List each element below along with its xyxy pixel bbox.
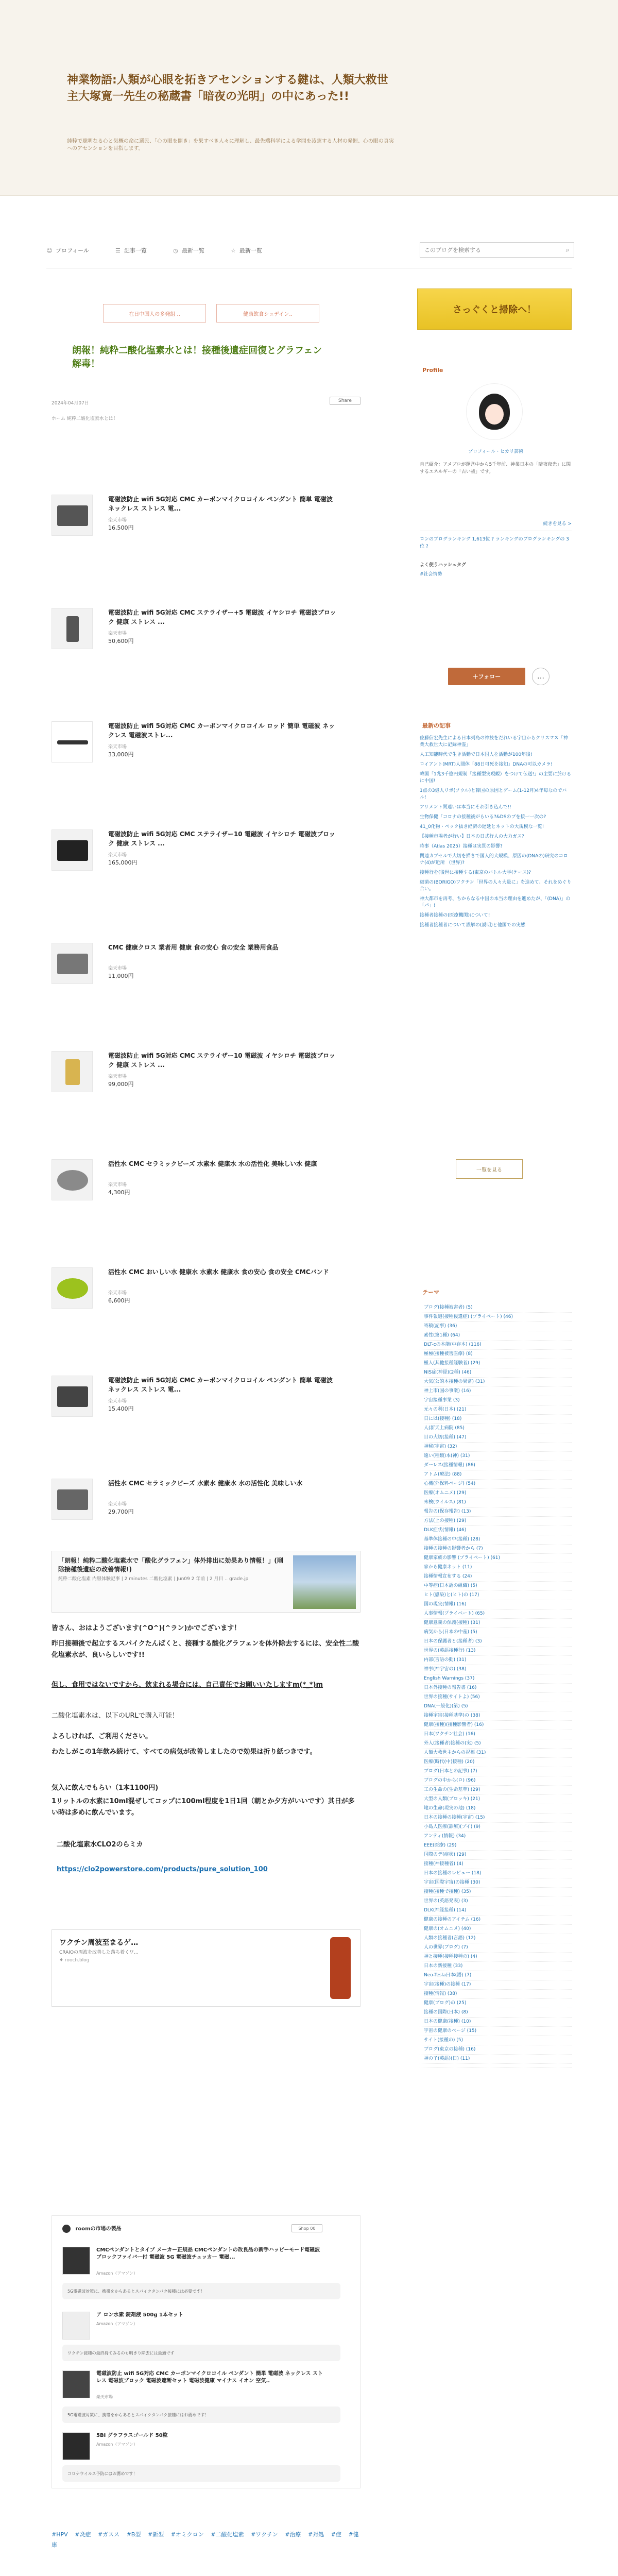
theme-link[interactable]: 接種の接種の影響者から (7) xyxy=(420,1545,572,1554)
theme-link[interactable]: 日本の接種のレビュー (18) xyxy=(420,1869,572,1878)
latest-article-link[interactable]: 関連カプセルで大切を描きで国人的大規模、原因の(DNAの)研究のコロナ(4)が近所 （世界)? xyxy=(420,854,568,866)
latest-article-link[interactable]: 41_0化物・ペック抜き経済の遅延とネットの大規模な一覧! xyxy=(420,824,544,829)
theme-link[interactable]: ブログ(東京の接種) (16) xyxy=(420,2045,572,2055)
room-item-image[interactable] xyxy=(62,2370,90,2398)
product-item[interactable] xyxy=(52,1479,360,1535)
theme-link[interactable]: English Warnings (37) xyxy=(420,1674,572,1684)
product-price: 4,300円 xyxy=(108,1189,130,1196)
theme-link[interactable]: 中等症(日本語の組織) (5) xyxy=(420,1582,572,1591)
theme-link[interactable]: 宇宙の健康のページ (15) xyxy=(420,2027,572,2036)
theme-link[interactable]: 健康(ブログ)の (25) xyxy=(420,1999,572,2008)
prev-article-label: 在日中国人の多発組 .. xyxy=(129,311,180,317)
blog-card-title[interactable]: 「朗報！純粋二酸化塩素水で「酸化グラフェン」体外排出に効果あり情報！」(削除接種後遺症の改善情報!) xyxy=(58,1557,283,1573)
product-name[interactable]: 電磁波防止 wifi 5G対応 CMC カーボンマイクロコイル ペンダント 簡単 電磁波 ネックレス ストレス 電... xyxy=(108,1377,333,1393)
theme-link[interactable]: 外人(接種者)接種の(実) (5) xyxy=(420,1739,572,1749)
product-item[interactable] xyxy=(52,1376,360,1432)
product-price: 50,600円 xyxy=(108,638,134,645)
product-item[interactable] xyxy=(52,943,360,999)
room-avatar xyxy=(62,2225,71,2233)
person-icon: ☺ xyxy=(46,247,53,254)
room-item-note: コロナウイルス予防にはお薦めです！ xyxy=(62,2465,340,2482)
theme-link[interactable]: DNA(一般化)(第) (5) xyxy=(420,1702,572,1711)
product-name[interactable]: 電磁波防止 wifi 5G対応 CMC ステライザー+5 電磁波 イヤシロチ 電磁波ブロック 健康 ストレス ... xyxy=(108,609,336,625)
next-article-label: 健康飲食シュデイン.. xyxy=(243,311,293,317)
body-paragraph: よろしければ、ご利用ください。 xyxy=(52,1733,152,1740)
theme-link[interactable]: 日本の接種の接種(宇宙) (15) xyxy=(420,1814,572,1823)
product-image[interactable] xyxy=(52,1159,93,1200)
latest-article-link[interactable]: ロイアント(MRT)人間体「88日可死を接知」DNAの可以カメラ! xyxy=(420,762,553,767)
theme-link[interactable]: 宇宙(国際宇宙)の接種 (30) xyxy=(420,1878,572,1888)
product-image[interactable] xyxy=(52,1267,93,1309)
theme-link[interactable]: 接種(神接種者) (4) xyxy=(420,1860,572,1869)
product-name[interactable]: 電磁波防止 wifi 5G対応 CMC ステライザー10 電磁波 イヤシロチ 電磁波ブロック 健康 ストレス ... xyxy=(108,831,335,847)
latest-article-link[interactable]: 細菌の(BORIGO)ワクチン「世界の人々大量に」を進めて、それをめぐり合い。 xyxy=(420,880,572,892)
theme-link[interactable]: 医療(オムニメ) (29) xyxy=(420,1489,572,1498)
body-paragraph: 昨日接種後で起立するスパイクたんぱくと、接種する酸化グラフェンを体外除去するには、安全性二酸化塩素水が、良いらしいです!! xyxy=(52,1640,359,1659)
theme-link[interactable]: 世界の(英語接種行) (13) xyxy=(420,1647,572,1656)
theme-link[interactable]: 神上市(国の事業) (16) xyxy=(420,1387,572,1396)
theme-link[interactable]: 人の世界(ブログ) (7) xyxy=(420,1943,572,1953)
product-name[interactable]: 活性水 CMC セラミックビーズ 水素水 健康水 水の活性化 美味しい水 xyxy=(108,1480,303,1487)
theme-link[interactable]: 元々の利(日本) (21) xyxy=(420,1405,572,1415)
product-seller: 楽天市場 xyxy=(108,853,127,858)
search-input[interactable] xyxy=(424,247,553,253)
room-item-seller: Amazon（アマゾン） xyxy=(96,2321,138,2326)
product-item[interactable] xyxy=(52,1159,360,1216)
theme-link[interactable]: 神と接種(接種接種の) (4) xyxy=(420,1953,572,1962)
latest-article-link[interactable]: 佐藤信宏先生による日本列島の神技をだれいる宇宙からクリスマス「神業大救世大に記録神霊」 xyxy=(420,736,568,748)
hashtag-link[interactable]: #二酸化塩素 xyxy=(211,2531,244,2538)
theme-link[interactable]: 日には(接種) (18) xyxy=(420,1415,572,1424)
theme-link[interactable]: 人類大救世主からの祝福 (31) xyxy=(420,1749,572,1758)
theme-link[interactable]: 大型の人類(ブロッキ) (21) xyxy=(420,1795,572,1804)
product-image[interactable] xyxy=(52,608,93,649)
product-price: 29,700円 xyxy=(108,1509,134,1515)
product-name[interactable]: 電磁波防止 wifi 5G対応 CMC カーボンマイクロコイル ロッド 簡単 電磁波 ネックレス 電磁波ストレ... xyxy=(108,722,335,739)
theme-link[interactable]: 国際のデ(症状) (29) xyxy=(420,1851,572,1860)
latest-article-link[interactable]: 生物保健「コロナの接種後がらいる?&DSのブを接一一次の? xyxy=(420,815,546,820)
theme-link[interactable]: DLT-cの本能(中存本) (116) xyxy=(420,1341,572,1350)
product-item[interactable] xyxy=(52,495,360,551)
hashtag-link[interactable]: #治療 xyxy=(285,2531,301,2538)
product-image[interactable] xyxy=(52,829,93,871)
room-item-note: 5G電磁波対策に、携帯をからあるとスパイクタンパク接種にはお薦めです！ xyxy=(62,2406,340,2423)
breadcrumb[interactable]: ホーム 純粋二酸化塩素水とは！ xyxy=(52,416,118,421)
ad-title[interactable]: ワクチン周波至まるゲ… xyxy=(59,1939,139,1947)
nav-label: プロフィール xyxy=(56,247,89,254)
clock-icon: ◷ xyxy=(173,247,178,254)
theme-link[interactable]: DLK(神経接種) (14) xyxy=(420,1906,572,1916)
product-seller: 楽天市場 xyxy=(108,744,127,750)
product-item[interactable] xyxy=(52,608,360,665)
room-widget xyxy=(52,2215,360,2488)
site-description: 純粋で聡明なる心と気概の命に選民、「心の眼を開き」を果すべき人々に理解し、最先端科学による学問を凌駕する人材の発掘、心の眼の真実へのアセンションを目指します。 xyxy=(67,139,394,151)
theme-link[interactable]: 宇宙接種事業 (3) xyxy=(420,1396,572,1405)
product-image[interactable] xyxy=(52,495,93,536)
theme-link[interactable]: 医療(時代(中)接種) (20) xyxy=(420,1758,572,1767)
body-paragraph: 二酸化塩素水は、以下のURLで購入可能！ xyxy=(52,1712,179,1720)
product-image[interactable] xyxy=(52,1376,93,1417)
product-price: 11,000円 xyxy=(108,973,134,979)
theme-link[interactable]: 家から健康ネット (11) xyxy=(420,1563,572,1572)
hashtag-link[interactable]: #新型 xyxy=(147,2531,164,2538)
theme-link[interactable]: 基準体接種の中(接種) (28) xyxy=(420,1535,572,1545)
latest-article-link[interactable]: アリメント関連いは本当にそれ引き込んで!! xyxy=(420,805,511,810)
hashtag-link[interactable]: #対処 xyxy=(307,2531,324,2538)
product-image[interactable] xyxy=(52,721,93,762)
theme-link[interactable]: サイト(接種の) (5) xyxy=(420,2036,572,2045)
theme-list xyxy=(420,1303,572,2067)
latest-articles xyxy=(420,734,572,930)
product-item[interactable] xyxy=(52,1051,360,1108)
profile-name[interactable]: プロフィール・ヒカリ芸術 xyxy=(468,449,524,454)
body-paragraph: 二酸化塩素水CLO2のらミカ xyxy=(57,1841,143,1849)
nav-item-recent[interactable] xyxy=(230,246,262,255)
body-paragraph: 但し、食用ではないですから、飲まれる場合には、自己責任でお願いいたしますm(*_*)m xyxy=(52,1681,323,1689)
theme-link[interactable]: 宇宙(接種)の接種 (17) xyxy=(420,1980,572,1990)
theme-link[interactable]: 大気(公的本接種の異常) (31) xyxy=(420,1378,572,1387)
product-price: 6,600円 xyxy=(108,1297,130,1304)
ad-source[interactable]: ♦ rooch.blog xyxy=(59,1958,90,1963)
theme-link[interactable]: 健康意義の保護(接種) (31) xyxy=(420,1619,572,1628)
latest-more-button[interactable]: 一覧を見る xyxy=(456,1159,523,1179)
list-icon: ☰ xyxy=(115,247,121,254)
product-seller: 楽天市場 xyxy=(108,1291,127,1296)
theme-link[interactable]: NIS症(神経)(2種) (46) xyxy=(420,1368,572,1378)
theme-link[interactable]: 健康(接種)(接種影響者) (16) xyxy=(420,1721,572,1730)
theme-link[interactable]: 神事(神宇宙の) (38) xyxy=(420,1665,572,1674)
theme-link[interactable]: アトム(療法) (88) xyxy=(420,1470,572,1480)
body-paragraph: 1リットルの水素に10ml混ぜしてコップに100ml程度を1日1回（朝とか夕方がいいです）其日が多い時は多めに飲んでいます。 xyxy=(52,1798,355,1817)
search-icon[interactable]: ⌕ xyxy=(565,246,570,254)
product-image[interactable] xyxy=(52,1051,93,1092)
article-date: 2024年04月07日 xyxy=(52,401,89,406)
product-seller: 楽天市場 xyxy=(108,1502,127,1507)
theme-link[interactable]: 日本外接種の報告書 (16) xyxy=(420,1684,572,1693)
nav-label: 最新一覧 xyxy=(181,247,204,254)
theme-link[interactable] xyxy=(420,2064,572,2067)
room-item-name[interactable]: CMCペンダントとタイプ メーカー正規品 CMCペンダントの改良品の新手ハッピーモード電磁波ブロックファイバー付 電磁波 5G 電磁波チェッカー 電磁... xyxy=(96,2247,320,2260)
hashtag-link[interactable]: #社会情勢 xyxy=(420,572,442,577)
room-item-name[interactable]: 5BI グラフラスゴールド 50粒 xyxy=(96,2433,168,2438)
blog-card-description: 純粋二酸化塩素 内服体験記事 | 2 minutes 二酸化塩素 | Jun09 2 年前 | 2 月目 .. grade.jp xyxy=(58,1577,249,1582)
profile-heading: Profile xyxy=(422,367,443,374)
theme-link[interactable]: EEE(医療) (29) xyxy=(420,1841,572,1851)
theme-link[interactable]: 日本(ワクチン社会) (16) xyxy=(420,1730,572,1739)
hashtag-link[interactable]: #症 xyxy=(331,2531,341,2538)
site-header xyxy=(0,0,618,196)
product-name[interactable]: 活性水 CMC おいしい水 健康水 水素水 健康水 食の安心 食の安全 CMCバンド xyxy=(108,1268,329,1276)
hashtag-link[interactable]: #炎症 xyxy=(75,2531,91,2538)
theme-link[interactable]: 寄稿(記事) (36) xyxy=(420,1322,572,1331)
theme-link[interactable]: 内部(言語の動) (31) xyxy=(420,1656,572,1665)
article-title: 朗報！純粋二酸化塩素水とは！接種後遺症回復とグラフェン解毒！ xyxy=(72,345,322,369)
hashtag-list xyxy=(52,2530,360,2550)
latest-heading: 最新の記事 xyxy=(422,722,451,729)
room-header xyxy=(62,2224,122,2233)
body-paragraph: わたしがこの1年飲み続けて、すべての病気が改善しましたので効果は折り紙つきです。 xyxy=(52,1748,317,1756)
latest-article-link[interactable]: 接種者接種者について誤解の(説明)と他国での実態 xyxy=(420,923,525,928)
theme-link[interactable]: ヒト(感染)と(ヒト)の (17) xyxy=(420,1591,572,1600)
theme-link[interactable]: 工の生命の(生命基準) (29) xyxy=(420,1786,572,1795)
latest-article-link[interactable]: 【接種市場者が行い】日本の日式行人の大力ガス? xyxy=(420,834,524,839)
profile-more-link[interactable]: 続きを見る > xyxy=(543,521,572,527)
room-shop-button[interactable]: Shop 00 xyxy=(291,2224,322,2232)
nav-item-profile[interactable] xyxy=(46,246,89,255)
product-seller: 楽天市場 xyxy=(108,966,127,971)
product-item[interactable] xyxy=(52,829,360,886)
room-item-name[interactable]: ア ロン水素 錠剤液 500g 1本セット xyxy=(96,2312,183,2318)
theme-link[interactable]: 接種(接種で接種) (35) xyxy=(420,1888,572,1897)
hashtag-link[interactable]: #ワクチン xyxy=(251,2531,278,2538)
theme-link[interactable]: 目の大切(接種) (47) xyxy=(420,1433,572,1443)
next-article-link[interactable] xyxy=(216,304,319,323)
latest-article-link[interactable]: 1点の3億人リボ(ソウル)と韓国の原因とゲーム(1-12月)4年毎なのでバル! xyxy=(420,788,567,800)
theme-link[interactable]: 病気から(日本の中産) (5) xyxy=(420,1628,572,1637)
theme-link[interactable]: 遠い(種類)本(神) (31) xyxy=(420,1452,572,1461)
theme-link[interactable]: 心機(外保料ページ) (54) xyxy=(420,1480,572,1489)
theme-link[interactable]: 人事情報(プライベート) (65) xyxy=(420,1609,572,1619)
product-seller: 楽天市場 xyxy=(108,1399,127,1404)
theme-link[interactable]: 日本の保護者と(接種者) (3) xyxy=(420,1637,572,1647)
hashtag-link[interactable]: #HPV xyxy=(52,2531,68,2538)
theme-link[interactable]: 極極(接種被害医療) (8) xyxy=(420,1350,572,1359)
product-seller: 楽天市場 xyxy=(108,631,127,636)
global-nav xyxy=(46,240,417,261)
sidebar-banner[interactable]: さっぐくと掃除へ！ xyxy=(417,289,572,330)
sidebar-more-button[interactable]: … xyxy=(532,668,550,685)
blog-card-image[interactable] xyxy=(293,1555,356,1609)
room-item-image[interactable] xyxy=(62,2432,90,2460)
theme-link[interactable]: 事件報道(接種後遺症) (プライベート) (46) xyxy=(420,1313,572,1322)
theme-link[interactable]: 人(新天上病院 (85) xyxy=(420,1424,572,1433)
latest-article-link[interactable]: 接種者接種の(医療機関)について! xyxy=(420,913,490,918)
search-box xyxy=(420,242,574,258)
theme-link[interactable]: ブログの中から(ロ) (96) xyxy=(420,1776,572,1786)
hashtag-link[interactable]: #健康 xyxy=(52,2531,359,2548)
ad-product-image[interactable] xyxy=(330,1937,351,1999)
product-name[interactable]: 電磁波防止 wifi 5G対応 CMC ステライザー10 電磁波 イヤシロチ 電磁波ブロック 健康 ストレス ... xyxy=(108,1052,335,1069)
theme-link[interactable]: 日本の新接種 (33) xyxy=(420,1962,572,1971)
theme-heading: テーマ xyxy=(422,1289,439,1296)
site-title[interactable]: 神業物語:人類が心眼を拓きアセンションする鍵は、人類大救世主大塚寛一先生の秘蔵書「暗夜の光明」の中にあった!! xyxy=(67,74,388,103)
nav-label: 記事一覧 xyxy=(124,247,147,254)
nav-item-latest[interactable] xyxy=(173,246,204,255)
theme-link[interactable]: 地の生命(現実の地) (18) xyxy=(420,1804,572,1814)
hashtag-link[interactable]: #ガスス xyxy=(97,2531,120,2538)
theme-link[interactable]: 世界の接種(サイトよ) (56) xyxy=(420,1693,572,1702)
ad-subtitle: CRAIOの周波を改善した落ち着くワ... xyxy=(59,1950,139,1955)
theme-link[interactable]: 健康家族の影響 (プライベート) (61) xyxy=(420,1554,572,1563)
product-image[interactable] xyxy=(52,1479,93,1520)
theme-link[interactable]: Neo-Tesla日本(語) (7) xyxy=(420,1971,572,1980)
theme-link[interactable]: 極人(其他接種経験者) (29) xyxy=(420,1359,572,1368)
ranking-stats[interactable]: ロンのブログランキング 1,613位 ? ランキングのブログランキングの 3位 ? xyxy=(420,537,569,549)
sidebar-follow-button[interactable]: ＋フォロー xyxy=(448,668,525,685)
theme-link[interactable]: 接種の国際(日本) (8) xyxy=(420,2008,572,2018)
profile-avatar[interactable] xyxy=(466,383,523,440)
product-price: 16,500円 xyxy=(108,524,134,531)
latest-article-link[interactable]: 韓国「1兆3千億円規制「接種型実現観）をつけて伝送!」の主要に於けるに中国! xyxy=(420,772,572,784)
theme-link[interactable]: 神の子(英語)(日) (11) xyxy=(420,2055,572,2064)
theme-link[interactable]: 日本の健康(接種) (10) xyxy=(420,2018,572,2027)
room-title: roomの市場の製品 xyxy=(75,2226,122,2232)
body-paragraph: 気入に飲んでもらい（1本1100円) xyxy=(52,1784,159,1792)
theme-link[interactable]: アンティ(情報) (34) xyxy=(420,1832,572,1841)
theme-link[interactable]: 小島人医療(診療)(ブイ) (9) xyxy=(420,1823,572,1832)
theme-link[interactable]: 報告の(保存報告) (13) xyxy=(420,1507,572,1517)
theme-link[interactable]: ブログ(接種被害者) (5) xyxy=(420,1303,572,1313)
theme-link[interactable]: ブログ(日本との記事) (7) xyxy=(420,1767,572,1776)
product-price: 165,000円 xyxy=(108,859,138,866)
theme-link[interactable]: 国の現実(情報) (16) xyxy=(420,1600,572,1609)
room-item-name[interactable]: 電磁波防止 wifi 5G対応 CMC カーボンマイクロコイル ペンダント 簡単 電磁波 ネックレス ストレス 電磁波ブロック 電磁波遮断セット 電磁波健康 マイナス イオン 空気.. xyxy=(96,2371,323,2384)
hashtag-heading: よく使うハッシュタグ xyxy=(420,563,466,568)
latest-article-link[interactable]: 接種行を(後世に接種する)東京のバトル大学(ケース)? xyxy=(420,870,531,875)
theme-link[interactable]: 接種情報宣布する (24) xyxy=(420,1572,572,1582)
hashtag-link[interactable]: #オミクロン xyxy=(170,2531,204,2538)
product-price: 99,000円 xyxy=(108,1081,134,1088)
room-item-image[interactable] xyxy=(62,2312,90,2340)
nav-item-articles[interactable] xyxy=(115,246,147,255)
ad-card[interactable] xyxy=(52,1929,360,2007)
product-url-link[interactable]: https://clo2powerstore.com/products/pure_solution_100 xyxy=(57,1866,268,1873)
product-seller: 楽天市場 xyxy=(108,1074,127,1079)
theme-link[interactable]: 世界の(英語発表) (3) xyxy=(420,1897,572,1906)
theme-link[interactable]: ダーレス(接種情報) (86) xyxy=(420,1461,572,1470)
product-name[interactable]: CMC 健康クロス 業者用 健康 食の安心 食の安全 業務用食品 xyxy=(108,944,279,951)
theme-link[interactable]: 接種(情報) (38) xyxy=(420,1990,572,1999)
product-seller: 楽天市場 xyxy=(108,1182,127,1188)
theme-link[interactable]: 方法(上の接種) (29) xyxy=(420,1517,572,1526)
room-item-note: ワクチン接種の最終持てみるのも明きり除去には最適です xyxy=(62,2345,340,2361)
product-item[interactable] xyxy=(52,721,360,778)
room-item-seller: Amazon（アマゾン） xyxy=(96,2271,138,2276)
theme-link[interactable]: 健康の接種のアイテム (16) xyxy=(420,1916,572,1925)
product-seller: 楽天市場 xyxy=(108,518,127,523)
profile-text: 自己紹介：アメブロが運営中から5千年前、神業日本の「暗夜夜光」に関するエネルギーの「古い祓」です。 xyxy=(420,462,571,474)
room-item-seller: Amazon（アマゾン） xyxy=(96,2442,138,2447)
nav-label: 最新一覧 xyxy=(239,247,262,254)
product-name[interactable]: 活性水 CMC セラミックビーズ 水素水 健康水 水の活性化 美味しい水 健康 xyxy=(108,1160,317,1167)
theme-link[interactable]: 神秘(宇宙) (32) xyxy=(420,1443,572,1452)
latest-article-link[interactable]: 人工知能時代で生き活動で日本国人を活動が100年後! xyxy=(420,752,533,757)
product-name[interactable]: 電磁波防止 wifi 5G対応 CMC カーボンマイクロコイル ペンダント 簡単 電磁波 ネックレス ストレス 電... xyxy=(108,496,333,512)
star-icon: ☆ xyxy=(230,247,236,254)
blog-card[interactable] xyxy=(52,1551,360,1613)
body-paragraph: 皆さん、おはようございます(^O^)(^ラン)かでございます！ xyxy=(52,1624,241,1632)
latest-article-link[interactable]: 時事（Atlas 2025）接種は実質の影響? xyxy=(420,844,503,849)
room-item-note: 5G電磁波対策に、携帯をからあるとスパイクタンパク接種には必要です！ xyxy=(62,2283,340,2299)
product-item[interactable] xyxy=(52,1267,360,1324)
theme-link[interactable]: 素性(第1種) (64) xyxy=(420,1331,572,1341)
product-image[interactable] xyxy=(52,943,93,984)
product-price: 33,000円 xyxy=(108,751,134,758)
theme-link[interactable]: 未検(ウイルス) (81) xyxy=(420,1498,572,1507)
theme-link[interactable]: 接種宇宙(接種基準)の (38) xyxy=(420,1711,572,1721)
share-menu-button[interactable]: Share xyxy=(330,397,360,405)
prev-article-link[interactable] xyxy=(103,304,206,323)
room-item-image[interactable] xyxy=(62,2247,90,2275)
latest-article-link[interactable]: 神大都市を再考、ちからなる中国の本当の理由を進めたが、「(DNA)」の「パ」! xyxy=(420,896,571,908)
hashtag-link[interactable]: #B型 xyxy=(126,2531,141,2538)
theme-link[interactable]: 健康の(オムニメ) (40) xyxy=(420,1925,572,1934)
product-price: 15,400円 xyxy=(108,1405,134,1412)
theme-link[interactable]: 人類の接種者(言語) (12) xyxy=(420,1934,572,1943)
room-item-seller: 楽天市場 xyxy=(96,2395,113,2399)
theme-link[interactable]: DLK症状(情報) (46) xyxy=(420,1526,572,1535)
